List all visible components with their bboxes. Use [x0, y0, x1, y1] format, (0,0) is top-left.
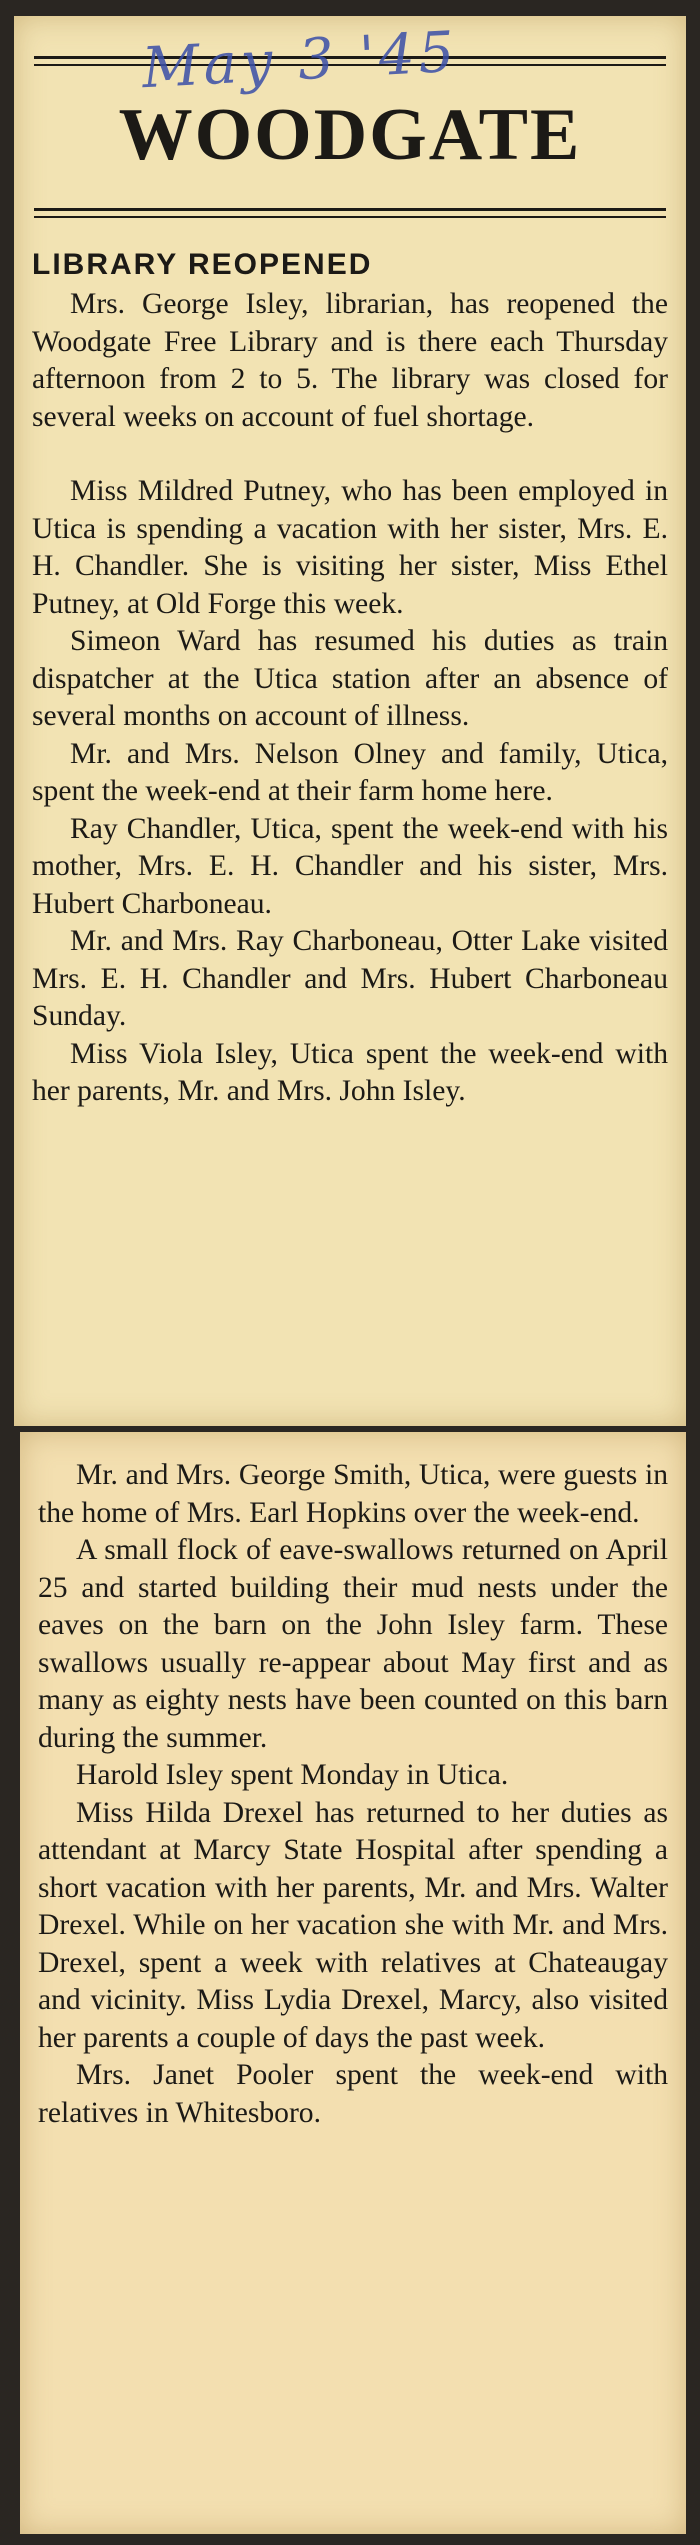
handwritten-date: May 3 '45 — [140, 19, 460, 102]
paragraph: Mr. and Mrs. George Smith, Utica, were guests in the home of Mrs. Earl Hopkins over the week-end. — [38, 1459, 668, 1529]
clipping-top — [14, 16, 686, 1426]
paragraph: Simeon Ward has resumed his duties as train dispatcher at the Utica station after an absence of several months on account of illness. — [32, 625, 668, 732]
paragraph: Mrs. Janet Pooler spent the week-end with relatives in Whitesboro. — [38, 2059, 668, 2129]
paragraph: Mr. and Mrs. Ray Charboneau, Otter Lake visited Mrs. E. H. Chandler and Mrs. Hubert Charboneau Sunday. — [32, 925, 668, 1032]
masthead-bottom-rule-inner — [34, 216, 666, 218]
article-column-bottom — [38, 1457, 668, 2132]
paragraph: Harold Isley spent Monday in Utica. — [76, 1759, 509, 1791]
article-column-top — [32, 286, 668, 1111]
paragraph: A small flock of eave-swallows returned on April 25 and started building their mud nests under the eaves on the barn on the John Isley farm. These swallows usually re-appear about May first and as many as eighty nests have been counted on this barn during the summer. — [38, 1534, 668, 1754]
paragraph: Mr. and Mrs. Nelson Olney and family, Utica, spent the week-end at their farm home here. — [32, 737, 668, 807]
masthead-title: WOODGATE — [118, 94, 582, 176]
paragraph: Miss Mildred Putney, who has been employed in Utica is spending a vacation with her sister, Mrs. E. H. Chandler. She is visiting her sister, Miss Ethel Putney, at Old Forge this week. — [32, 475, 668, 620]
paragraph: Miss Hilda Drexel has returned to her duties as attendant at Marcy State Hospital after spending a short vacation with her parents, Mr. and Mrs. Walter Drexel. While on her vacation she with Mr. and Mrs. Drexel, spent a week with relatives at Chateaugay and vicinity. Miss Lydia Drexel, Marcy, also visited her parents a couple of days the past week. — [38, 1796, 668, 2054]
paragraph: Mrs. George Isley, librarian, has reopened the Woodgate Free Library and is there each Thursday afternoon from 2 to 5. The library was closed for several weeks on account of fuel shortage. — [32, 288, 668, 433]
paragraph: Ray Chandler, Utica, spent the week-end with his mother, Mrs. E. H. Chandler and his sister, Mrs. Hubert Charboneau. — [32, 812, 668, 920]
masthead-bottom-rule — [34, 208, 666, 211]
paragraph: Miss Viola Isley, Utica spent the week-end with her parents, Mr. and Mrs. John Isley. — [32, 1037, 668, 1107]
section-heading: LIBRARY REOPENED — [32, 248, 373, 281]
clipping-bottom — [20, 1432, 686, 2534]
